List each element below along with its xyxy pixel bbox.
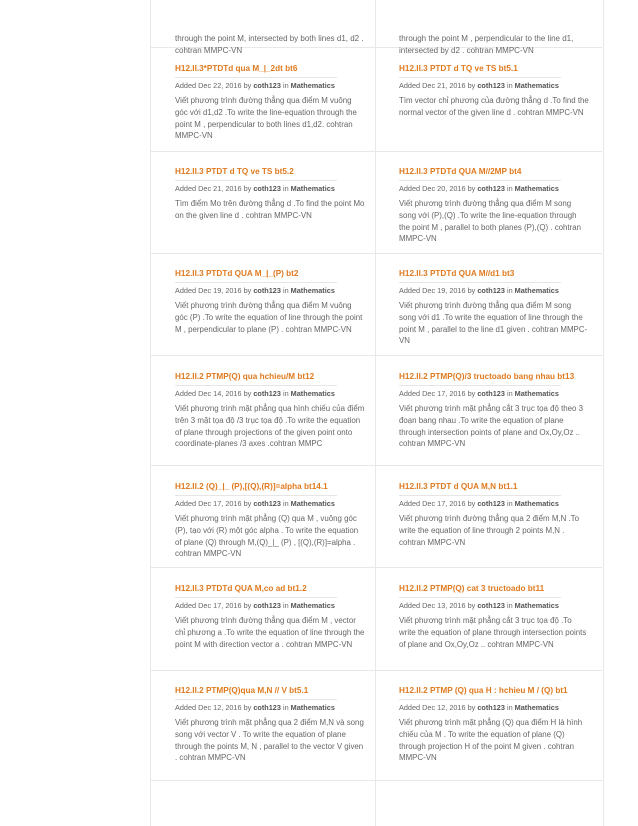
post-date: Dec 19, 2016 [198,286,242,295]
post-card [399,482,589,548]
title-rule [175,180,337,181]
post-card [175,269,365,335]
truncated-description: through the point M, intersected by both lines d1, d2 . cohtran MMPC-VN [175,34,364,55]
author-link[interactable]: coth123 [477,389,505,398]
post-card [399,584,589,650]
post-title-link[interactable]: H12.II.3 PTDT d TQ ve TS bt5.2 [175,167,294,176]
post-description: Viết phương trình đường thẳng qua điểm M vuông góc (P) .To write the equation of line through the point M , perpendicular to plane (P) . cohtran MMPC-VN [175,301,363,334]
post-description: Viết phương trình mặt phẳng (Q) qua M , vuông góc (P), tạo với (R) một góc alpha . To write the equation of plane (Q) through M,(Q)_|_ (P) , [(Q),(R)]=alpha . cohtran MMPC-VN [175,514,359,559]
post-card [399,167,589,245]
category-link[interactable]: Mathematics [514,601,559,610]
category-link[interactable]: Mathematics [514,499,559,508]
post-meta: Added Dec 21, 2016 by coth123 in Mathematics [399,81,559,90]
title-rule [399,282,561,283]
author-link[interactable]: coth123 [253,389,281,398]
title-rule [399,385,561,386]
column-divider [375,0,376,826]
title-rule [175,597,337,598]
category-link[interactable]: Mathematics [514,703,559,712]
post-description: Tìm điểm Mo trên đường thẳng d .To find the point Mo on the given line d . cohtran MMPC-VN [175,199,365,220]
post-description: Viết phương trình mặt phẳng cắt 3 trục tọa độ theo 3 đoạn bang nhau .To write the equation of plane through intersection points of plane and Ox,Oy,Oz .. cohtran MMPC-VN [399,404,584,449]
title-rule [175,385,337,386]
row-divider [150,465,602,466]
post-meta: Added Dec 21, 2016 by coth123 in Mathematics [175,184,335,193]
post-date: Dec 17, 2016 [422,499,466,508]
row-divider [150,253,602,254]
row-divider [150,780,602,781]
post-title-link[interactable]: H12.II.3 PTDTd QUA M//d1 bt3 [399,269,515,278]
post-date: Dec 14, 2016 [198,389,242,398]
post-card [175,584,365,650]
author-link[interactable]: coth123 [253,286,281,295]
title-rule [175,77,337,78]
post-card [399,372,589,450]
post-card [175,64,365,142]
post-title-link[interactable]: H12.II.2 (Q)_|_ (P),[(Q),(R)]=alpha bt14.1 [175,482,328,491]
post-card [175,686,365,764]
post-date: Dec 17, 2016 [422,389,466,398]
category-link[interactable]: Mathematics [514,81,559,90]
post-title-link[interactable]: H12.II.2 PTMP(Q)qua M,N // V bt5.1 [175,686,309,695]
category-link[interactable]: Mathematics [514,184,559,193]
title-rule [399,597,561,598]
title-rule [399,699,561,700]
author-link[interactable]: coth123 [477,81,505,90]
author-link[interactable]: coth123 [253,601,281,610]
post-card [175,167,365,222]
row-divider [150,567,602,568]
post-card [175,372,365,450]
post-date: Dec 21, 2016 [422,81,466,90]
post-title-link[interactable]: H12.II.2 PTMP(Q) qua hchieu/M bt12 [175,372,315,381]
post-description: Viết phương trình mặt phẳng qua hình chiếu của điểm trên 3 mặt tọa độ /3 trục tọa độ .To write the equation of plane through projections of the given point onto coordinate-planes /3 axes .cohtran MMPC [175,404,365,449]
post-date: Dec 12, 2016 [198,703,242,712]
author-link[interactable]: coth123 [477,601,505,610]
title-rule [175,495,337,496]
row-divider [150,670,602,671]
post-description: Viết phương trình đường thẳng qua điểm M , vector chỉ phương a .To write the equation of line through the point M with direction vector a . cohtran MMPC-VN [175,616,365,649]
post-title-link[interactable]: H12.II.3*PTDTd qua M_|_2dt bt6 [175,64,298,73]
post-description: Tìm vector chỉ phương của đường thẳng d .To find the normal vector of the given line d . cohtran MMPC-VN [399,96,589,117]
post-description: Viết phương trình mặt phẳng qua 2 điểm M,N và song song với vector V . To write the equation of plane through the points M, N , parallel to the vector V given . cohtran MMPC-VN [175,718,364,763]
row-divider [150,355,602,356]
post-date: Dec 12, 2016 [422,703,466,712]
post-description: Viết phương trình mặt phẳng (Q) qua điểm H là hình chiếu của M . To write the equation of plane (Q) through projection H of the point M given . cohtran MMPC-VN [399,718,583,763]
author-link[interactable]: coth123 [477,286,505,295]
post-meta: Added Dec 13, 2016 by coth123 in Mathematics [399,601,559,610]
post-title-link[interactable]: H12.II.2 PTMP(Q)/3 tructoado bang nhau bt13 [399,372,575,381]
post-meta: Added Dec 17, 2016 by coth123 in Mathematics [399,389,559,398]
title-rule [175,282,337,283]
post-meta: Added Dec 17, 2016 by coth123 in Mathematics [175,499,335,508]
category-link[interactable]: Mathematics [290,703,335,712]
author-link[interactable]: coth123 [253,703,281,712]
post-meta: Added Dec 20, 2016 by coth123 in Mathematics [399,184,559,193]
title-rule [175,699,337,700]
title-rule [399,495,561,496]
author-link[interactable]: coth123 [253,499,281,508]
post-card [175,482,365,560]
post-title-link[interactable]: H12.II.3 PTDT d QUA M,N bt1.1 [399,482,518,491]
post-date: Dec 20, 2016 [422,184,466,193]
post-date: Dec 17, 2016 [198,601,242,610]
post-meta: Added Dec 22, 2016 by coth123 in Mathematics [175,81,335,90]
post-description: Viết phương trình đường thẳng qua điểm M vuông góc với d1,d2 .To write the line-equation through the point M , perpendicular to both lines d1,d2. cohtran MMPC-VN [175,96,357,141]
truncated-description: through the point M , perpendicular to the line d1, intersected by d2 . cohtran MMPC-VN [399,34,574,55]
post-meta: Added Dec 12, 2016 by coth123 in Mathematics [399,703,559,712]
post-title-link[interactable]: H12.II.3 PTDT d TQ ve TS bt5.1 [399,64,518,73]
category-link[interactable]: Mathematics [290,184,335,193]
post-title-link[interactable]: H12.II.3 PTDTd QUA M,co ad bt1.2 [175,584,307,593]
title-rule [399,180,561,181]
post-card [399,269,589,347]
author-link[interactable]: coth123 [477,499,505,508]
category-link[interactable]: Mathematics [290,601,335,610]
post-meta: Added Dec 17, 2016 by coth123 in Mathematics [399,499,559,508]
category-link[interactable]: Mathematics [290,389,335,398]
post-meta: Added Dec 17, 2016 by coth123 in Mathematics [175,601,335,610]
post-description: Viết phương trình đường thẳng qua điểm M song song với (P),(Q) .To write the line-equation through the point M , parallel to both planes (P),(Q) . cohtran MMPC-VN [399,199,582,244]
category-link[interactable]: Mathematics [290,81,335,90]
post-meta: Added Dec 19, 2016 by coth123 in Mathematics [175,286,335,295]
post-date: Dec 19, 2016 [422,286,466,295]
post-date: Dec 13, 2016 [422,601,466,610]
category-link[interactable]: Mathematics [290,499,335,508]
category-link[interactable]: Mathematics [290,286,335,295]
post-title-link[interactable]: H12.II.2 PTMP(Q) cat 3 tructoado bt11 [399,584,545,593]
post-meta: Added Dec 12, 2016 by coth123 in Mathematics [175,703,335,712]
post-description: Viết phương trình đường thẳng qua 2 điểm M,N .To write the equation of line through 2 points M,N . cohtran MMPC-VN [399,514,579,547]
post-title-link[interactable]: H12.II.3 PTDTd QUA M//2MP bt4 [399,167,522,176]
post-description: Viết phương trình đường thẳng qua điểm M song song với d1 .To write the equation of line through the point M , parallel to the line d1 given . cohtran MMPC-VN [399,301,588,346]
author-link[interactable]: coth123 [477,703,505,712]
category-link[interactable]: Mathematics [514,286,559,295]
post-card [399,64,589,119]
author-link[interactable]: coth123 [477,184,505,193]
row-divider [150,151,602,152]
author-link[interactable]: coth123 [253,81,281,90]
title-rule [399,77,561,78]
post-description: Viết phương trình mặt phẳng cắt 3 trục tọa độ .To write the equation of plane through intersection points of plane and Ox,Oy,Oz .. cohtran MMPC-VN [399,616,587,649]
post-meta: Added Dec 14, 2016 by coth123 in Mathematics [175,389,335,398]
post-date: Dec 22, 2016 [198,81,242,90]
post-date: Dec 17, 2016 [198,499,242,508]
post-card [399,686,589,764]
post-date: Dec 21, 2016 [198,184,242,193]
post-meta: Added Dec 19, 2016 by coth123 in Mathematics [399,286,559,295]
post-title-link[interactable]: H12.II.3 PTDTd QUA M_|_(P) bt2 [175,269,299,278]
category-link[interactable]: Mathematics [514,389,559,398]
post-title-link[interactable]: H12.II.2 PTMP (Q) qua H : hchieu M / (Q) bt1 [399,686,568,695]
author-link[interactable]: coth123 [253,184,281,193]
